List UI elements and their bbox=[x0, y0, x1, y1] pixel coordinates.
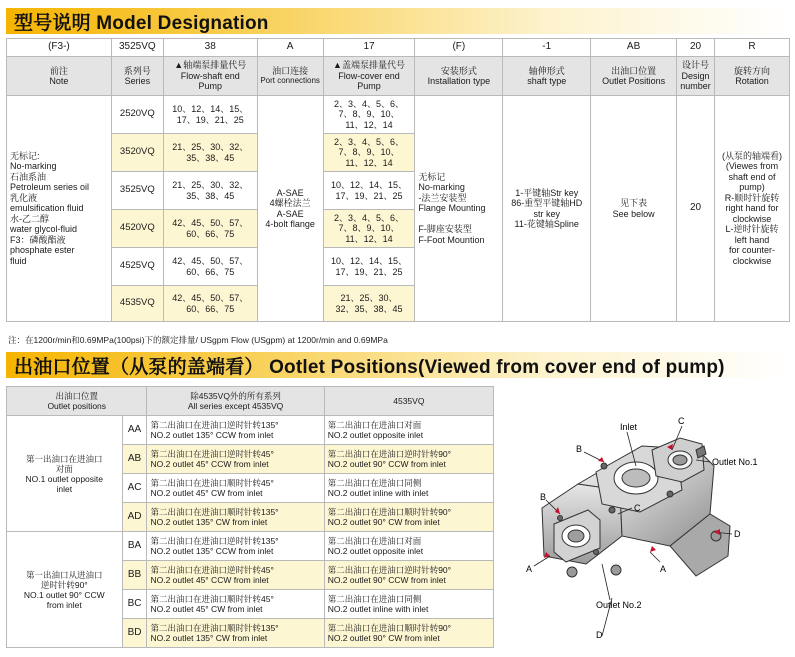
design-cell: 20 bbox=[677, 96, 715, 322]
series-cell: 3520VQ bbox=[111, 134, 163, 172]
code-cell: R bbox=[715, 39, 790, 57]
series-cell: 4535VQ bbox=[111, 286, 163, 322]
label-a-right: A bbox=[660, 564, 667, 574]
cover-flow-cell: 10、12、14、15、 17、19、21、25 bbox=[323, 248, 415, 286]
pump-drawing bbox=[500, 386, 790, 640]
shaft-type-cell: 1-平键轴Str key 86-重型平键轴HD str key 11-花键轴Spline bbox=[503, 96, 591, 322]
series-row bbox=[7, 96, 790, 134]
shaft-flow-cell: 42、45、50、57、 60、66、75 bbox=[163, 286, 257, 322]
cover-flow-cell: 10、12、14、15、 17、19、21、25 bbox=[323, 172, 415, 210]
code-cell: -1 bbox=[503, 39, 591, 57]
header-shaft-flow: ▲轴端泵排量代号 Flow-shaft end Pump bbox=[163, 57, 257, 96]
outlet-desc-all: 第二出油口在进油口逆时针转45° NO.2 outlet 45° CCW from inlet bbox=[147, 445, 324, 474]
outlet-desc-all: 第二出油口在进油口顺时针转135° NO.2 outlet 135° CW from inlet bbox=[147, 619, 324, 648]
header-design: 设计号 Design number bbox=[677, 57, 715, 96]
outlet-desc-4535: 第二出油口在进油口顺时针转90° NO.2 outlet 90° CW from inlet bbox=[324, 503, 493, 532]
outlet-code: AD bbox=[122, 503, 147, 532]
label-c-top: C bbox=[678, 416, 685, 426]
outlet-code: BA bbox=[122, 532, 147, 561]
outlet-no1-label: Outlet No.1 bbox=[712, 457, 758, 467]
header-cover-flow: ▲盖端泵排量代号 Flow-cover end Pump bbox=[323, 57, 415, 96]
outlet-code: AB bbox=[122, 445, 147, 474]
outlet-desc-all: 第二出油口在进油口逆时针转45° NO.2 outlet 45° CCW from inlet bbox=[147, 561, 324, 590]
header-all-series: 除4535VQ外的所有系列 All series except 4535VQ bbox=[147, 387, 324, 416]
install-cell: 无标记 No-marking -法兰安装型 Flange Mounting F-脚座安装型 F-Foot Mountion bbox=[415, 96, 503, 322]
header-outlet-positions: 出油口位置 Outlet positions bbox=[7, 387, 147, 416]
outlet-code: AC bbox=[122, 474, 147, 503]
outlet-no2-label: Outlet No.2 bbox=[596, 600, 642, 610]
outlet-desc-all: 第二出油口在进油口顺时针转45° NO.2 outlet 45° CW from inlet bbox=[147, 590, 324, 619]
note-cell: 无标记: No-marking 石油系油 Petroleum series oil 乳化液 emulsification fluid 水-乙二醇 water glycol-fluid F3：磷酸酯液 phosphate ester fluid bbox=[7, 96, 112, 322]
code-cell: 38 bbox=[163, 39, 257, 57]
header-note: 前注 Note bbox=[7, 57, 112, 96]
flow-footnote: 注：在1200r/min和0.69MPa(100psi)下的额定排量/ USgpm Flow (USgpm) at 1200r/min and 0.69MPa bbox=[8, 335, 388, 345]
code-cell: (F) bbox=[415, 39, 503, 57]
outlet-desc-all: 第二出油口在进油口逆时针转135° NO.2 outlet 135° CCW from inlet bbox=[147, 416, 324, 445]
outlet-desc-4535: 第二出油口在进油口同侧 NO.2 outlet inline with inlet bbox=[324, 474, 493, 503]
outlet-desc-4535: 第二出油口在进油口逆时针转90° NO.2 outlet 90° CCW from inlet bbox=[324, 445, 493, 474]
outlet-desc-4535: 第二出油口在进油口同侧 NO.2 outlet inline with inlet bbox=[324, 590, 493, 619]
port-cell: A-SAE 4螺栓法兰 A-SAE 4-bolt flange bbox=[257, 96, 323, 322]
series-cell: 3525VQ bbox=[111, 172, 163, 210]
outlet-desc-4535: 第二出油口在进油口对面 NO.2 outlet opposite inlet bbox=[324, 416, 493, 445]
label-d-right: D bbox=[734, 529, 741, 539]
outlet-row bbox=[7, 416, 494, 445]
label-b-top: B bbox=[576, 444, 583, 454]
header-rotation: 旋转方向 Rotation bbox=[715, 57, 790, 96]
outlet-code: BC bbox=[122, 590, 147, 619]
outlet-desc-4535: 第二出油口在进油口顺时针转90° NO.2 outlet 90° CW from inlet bbox=[324, 619, 493, 648]
outlet-desc-4535: 第二出油口在进油口逆时针转90° NO.2 outlet 90° CCW from inlet bbox=[324, 561, 493, 590]
outlet-positions-table bbox=[6, 386, 494, 648]
shaft-flow-cell: 42、45、50、57、 60、66、75 bbox=[163, 210, 257, 248]
outlet-desc-all: 第二出油口在进油口顺时针转135° NO.2 outlet 135° CW from inlet bbox=[147, 503, 324, 532]
outlet-positions-title: 出油口位置（从泵的盖端看） Ootlet Positions(Viewed from cover end of pump) bbox=[14, 356, 725, 378]
outlet-positions-banner bbox=[6, 352, 790, 378]
outlet-desc-all: 第二出油口在进油口逆时针转135° NO.2 outlet 135° CCW from inlet bbox=[147, 532, 324, 561]
outlet-desc-4535: 第二出油口在进油口对面 NO.2 outlet opposite inlet bbox=[324, 532, 493, 561]
header-install: 安装形式 Installation type bbox=[415, 57, 503, 96]
outlet-desc-all: 第二出油口在进油口顺时针转45° NO.2 outlet 45° CW from inlet bbox=[147, 474, 324, 503]
model-designation-table bbox=[6, 38, 790, 322]
outlet-cell: 见下表 See below bbox=[591, 96, 677, 322]
shaft-flow-cell: 21、25、30、32、 35、38、45 bbox=[163, 134, 257, 172]
shaft-flow-cell: 10、12、14、15、 17、19、21、25 bbox=[163, 96, 257, 134]
code-cell: (F3-) bbox=[7, 39, 112, 57]
code-cell: 20 bbox=[677, 39, 715, 57]
shaft-flow-cell: 42、45、50、57、 60、66、75 bbox=[163, 248, 257, 286]
label-a-left: A bbox=[526, 564, 533, 574]
group-no1-90ccw: 第一出油口从进油口 逆时针转90° NO.1 outlet 90° CCW from inlet bbox=[7, 532, 123, 648]
outlet-row bbox=[7, 532, 494, 561]
model-designation-title: 型号说明 Model Designation bbox=[14, 12, 269, 34]
cover-flow-cell: 2、3、4、5、6、 7、8、9、10、 11、12、14 bbox=[323, 134, 415, 172]
code-cell: A bbox=[257, 39, 323, 57]
cover-flow-cell: 2、3、4、5、6、 7、8、9、10、 11、12、14 bbox=[323, 96, 415, 134]
code-cell: AB bbox=[591, 39, 677, 57]
code-cell: 17 bbox=[323, 39, 415, 57]
header-row bbox=[7, 57, 790, 96]
header-4535vq: 4535VQ bbox=[324, 387, 493, 416]
rotation-cell: (从泵的轴端看) (Viewes from shaft end of pump) R-顺时针旋转 right hand for clockwise L-逆时针旋转 left hand for counter- clockwise bbox=[715, 96, 790, 322]
series-cell: 4520VQ bbox=[111, 210, 163, 248]
outlet-code: AA bbox=[122, 416, 147, 445]
shaft-flow-cell: 21、25、30、32、 35、38、45 bbox=[163, 172, 257, 210]
inlet-label: Inlet bbox=[620, 422, 638, 432]
label-c-mid: C bbox=[634, 503, 641, 513]
series-cell: 4525VQ bbox=[111, 248, 163, 286]
code-row bbox=[7, 39, 790, 57]
outlet-code: BB bbox=[122, 561, 147, 590]
group-no1-opposite: 第一出油口在进油口 对面 NO.1 outlet opposite inlet bbox=[7, 416, 123, 532]
header-outlet: 出油口位置 Outlet Positions bbox=[591, 57, 677, 96]
series-cell: 2520VQ bbox=[111, 96, 163, 134]
label-d-bottom: D bbox=[596, 630, 603, 640]
label-b-left: B bbox=[540, 492, 547, 502]
outlet-header-row bbox=[7, 387, 494, 416]
cover-flow-cell: 2、3、4、5、6、 7、8、9、10、 11、12、14 bbox=[323, 210, 415, 248]
model-designation-banner bbox=[6, 8, 790, 34]
cover-flow-cell: 21、25、30、 32、35、38、45 bbox=[323, 286, 415, 322]
code-cell: 3525VQ bbox=[111, 39, 163, 57]
pump-diagram bbox=[500, 386, 790, 640]
header-port: 油口连接 Port connections bbox=[257, 57, 323, 96]
outlet-code: BD bbox=[122, 619, 147, 648]
header-series: 系列号 Series bbox=[111, 57, 163, 96]
header-shaft-type: 轴伸形式 shaft type bbox=[503, 57, 591, 96]
